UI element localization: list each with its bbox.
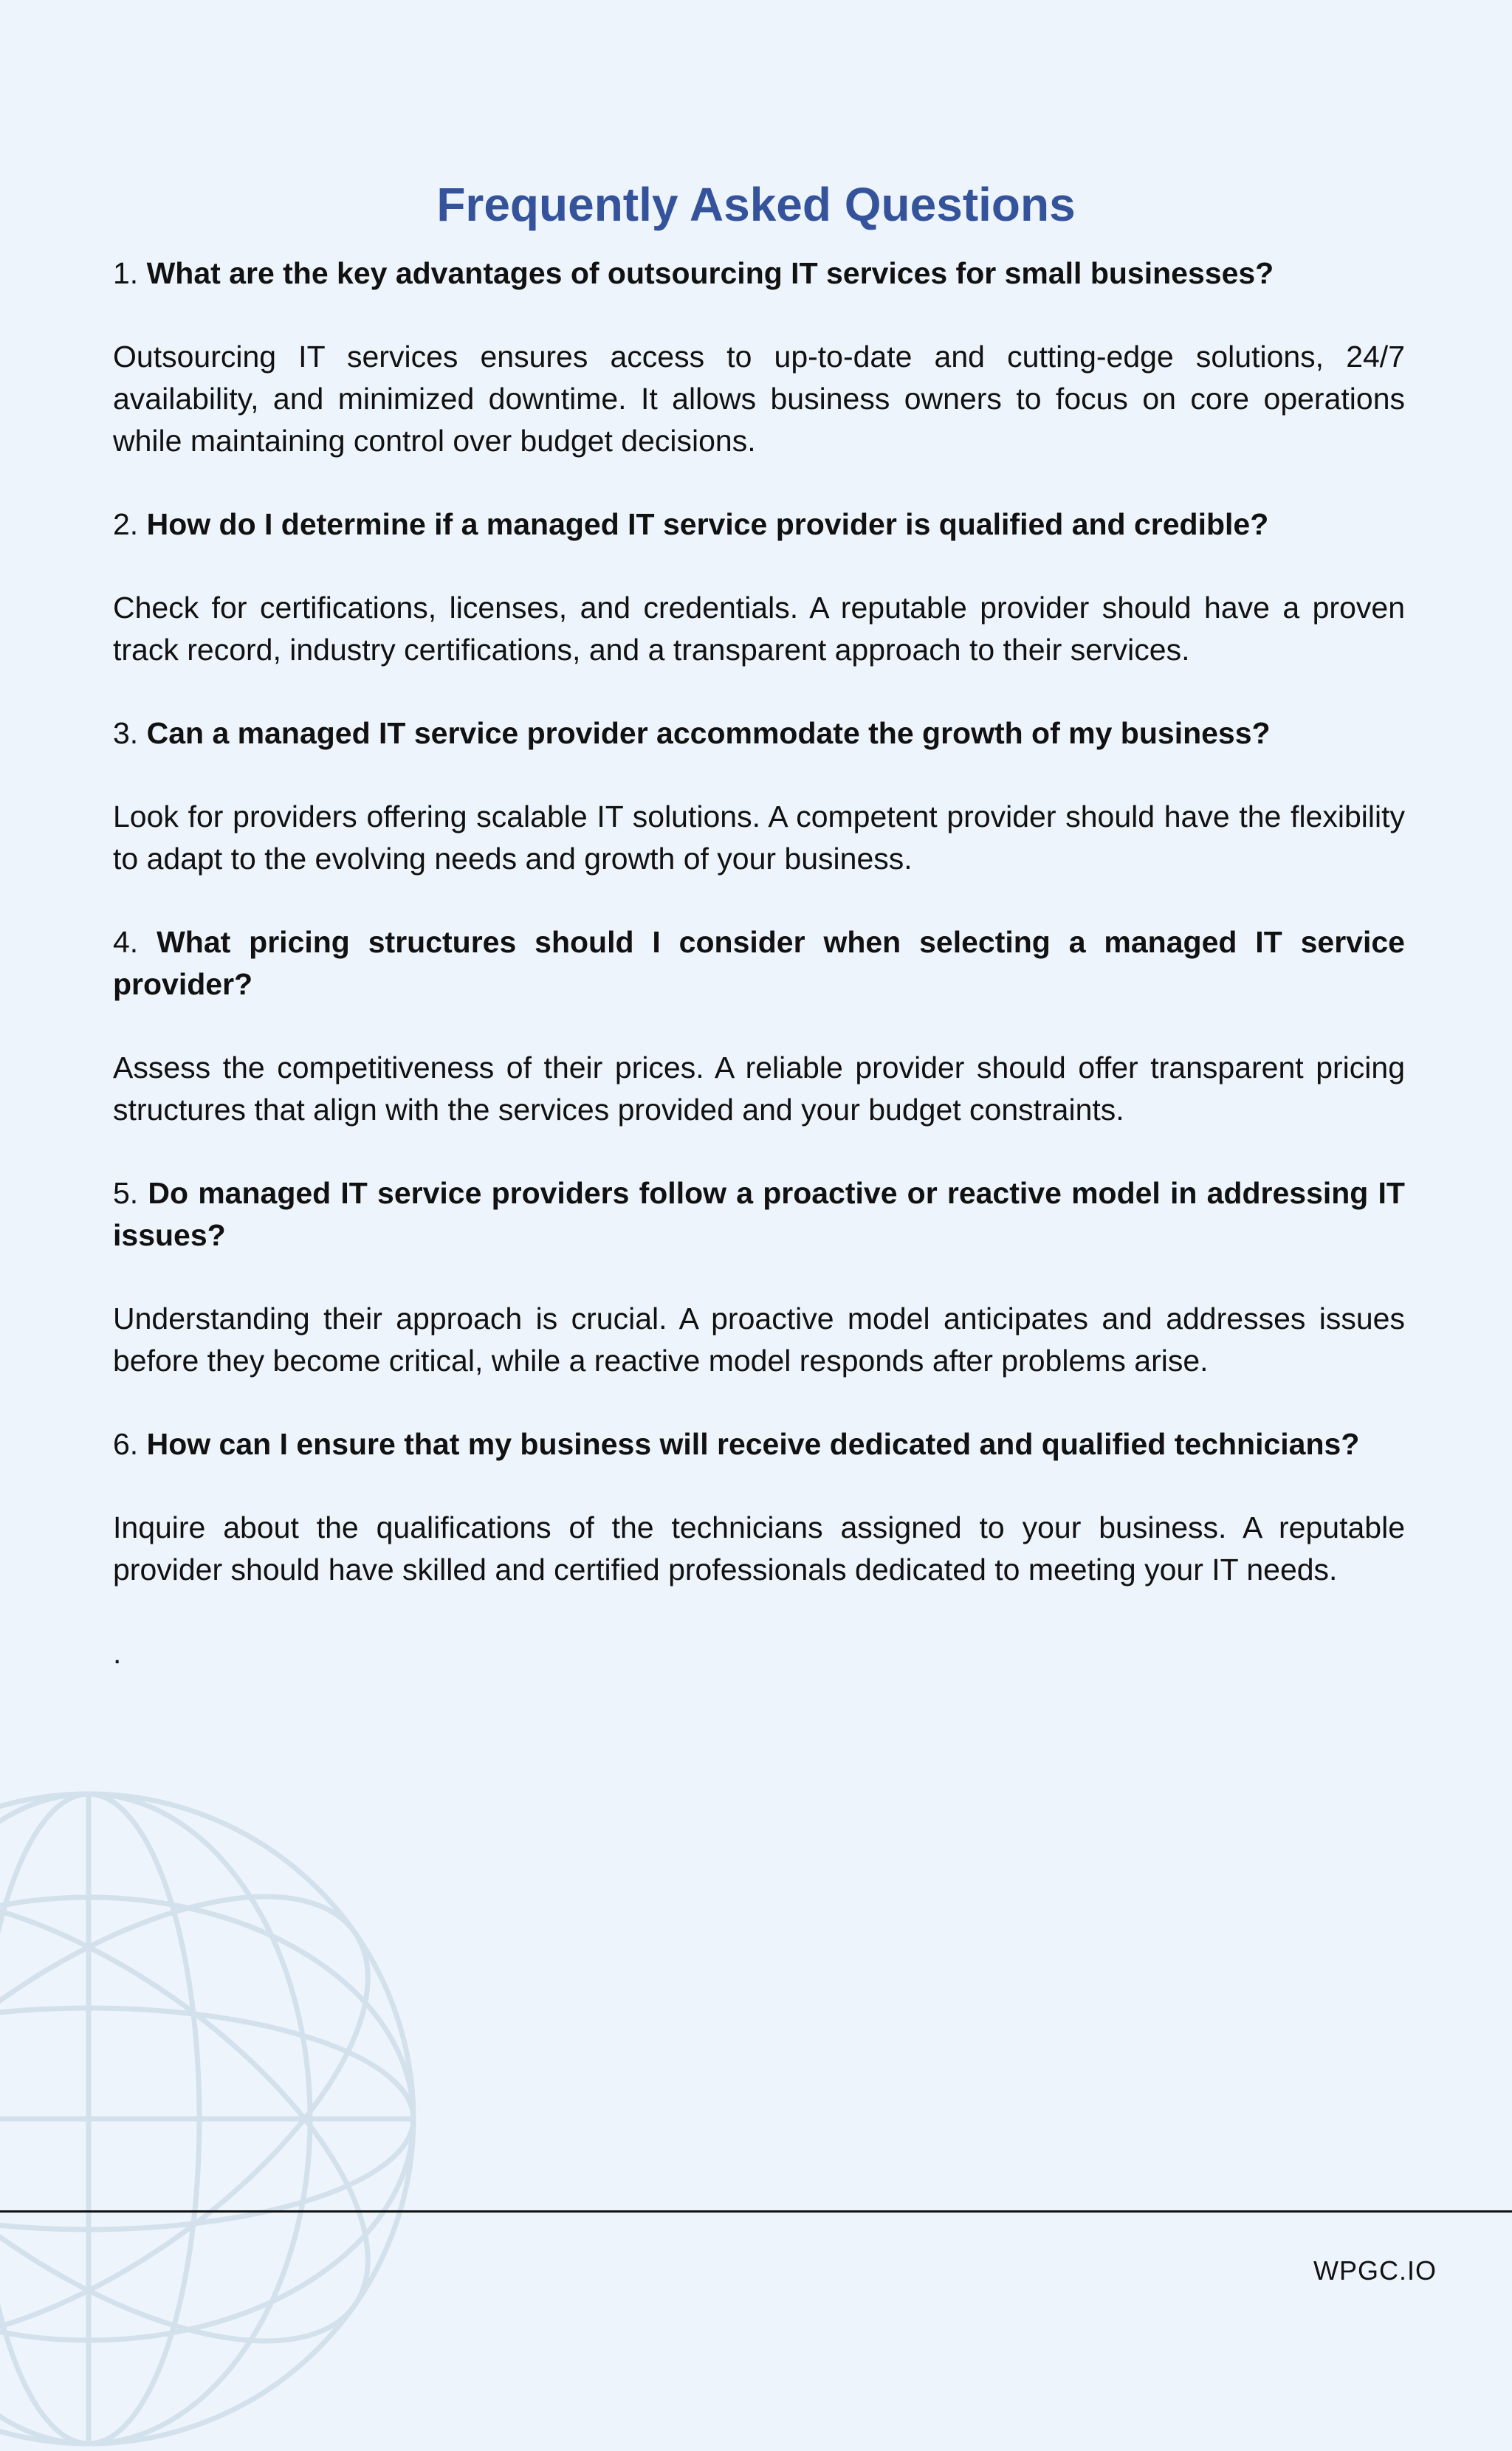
- faq-question: [113, 252, 1405, 295]
- faq-number: 4.: [113, 925, 139, 959]
- faq-item-3: [113, 712, 1405, 880]
- faq-question: [113, 712, 1405, 754]
- faq-question-text: What pricing structures should I consider when selecting a managed IT service provider?: [113, 925, 1405, 1001]
- trailing-text: .: [113, 1636, 122, 1670]
- faq-question-text: Can a managed IT service provider accommodate the growth of my business?: [146, 716, 1271, 750]
- faq-question-text: How do I determine if a managed IT service provider is qualified and credible?: [146, 507, 1269, 541]
- faq-question: [113, 1423, 1405, 1465]
- globe-icon: [0, 1787, 421, 2451]
- faq-list: [113, 252, 1405, 1674]
- page-title: Frequently Asked Questions: [436, 177, 1076, 231]
- faq-question: [113, 503, 1405, 546]
- faq-item-4: [113, 921, 1405, 1131]
- faq-number: 5.: [113, 1176, 139, 1210]
- faq-answer: Understanding their approach is crucial. A proactive model anticipates and addresses issues before they become critical, while a reactive model responds after problems arise.: [113, 1302, 1405, 1378]
- faq-item-1: [113, 252, 1405, 462]
- faq-question: [113, 921, 1405, 1006]
- faq-item-2: [113, 503, 1405, 671]
- faq-answer: Assess the competitiveness of their prices. A reliable provider should offer transparent pricing structures that align with the services provided and your budget constraints.: [113, 1051, 1405, 1127]
- footer-divider: [0, 2210, 1512, 2213]
- footer-brand: WPGC.IO: [1313, 2255, 1437, 2286]
- faq-item-5: [113, 1172, 1405, 1382]
- faq-number: 2.: [113, 507, 139, 541]
- faq-answer: Check for certifications, licenses, and credentials. A reputable provider should have a proven track record, industry certifications, and a transparent approach to their services.: [113, 591, 1405, 667]
- faq-question-text: Do managed IT service providers follow a proactive or reactive model in addressing IT issues?: [113, 1176, 1405, 1252]
- faq-question-text: What are the key advantages of outsourcing IT services for small businesses?: [146, 256, 1274, 290]
- faq-answer: Inquire about the qualifications of the technicians assigned to your business. A reputable provider should have skilled and certified professionals dedicated to meeting your IT needs.: [113, 1510, 1405, 1587]
- faq-number: 6.: [113, 1427, 139, 1461]
- faq-question-text: How can I ensure that my business will receive dedicated and qualified technicians?: [146, 1427, 1360, 1461]
- faq-number: 1.: [113, 256, 139, 290]
- faq-number: 3.: [113, 716, 139, 750]
- faq-item-6: [113, 1423, 1405, 1591]
- faq-answer: Look for providers offering scalable IT solutions. A competent provider should have the flexibility to adapt to the evolving needs and growth of your business.: [113, 800, 1405, 876]
- faq-answer: Outsourcing IT services ensures access to up-to-date and cutting-edge solutions, 24/7 availability, and minimized downtime. It allows business owners to focus on core operations while maintaining control over budget decisions.: [113, 340, 1405, 458]
- faq-question: [113, 1172, 1405, 1257]
